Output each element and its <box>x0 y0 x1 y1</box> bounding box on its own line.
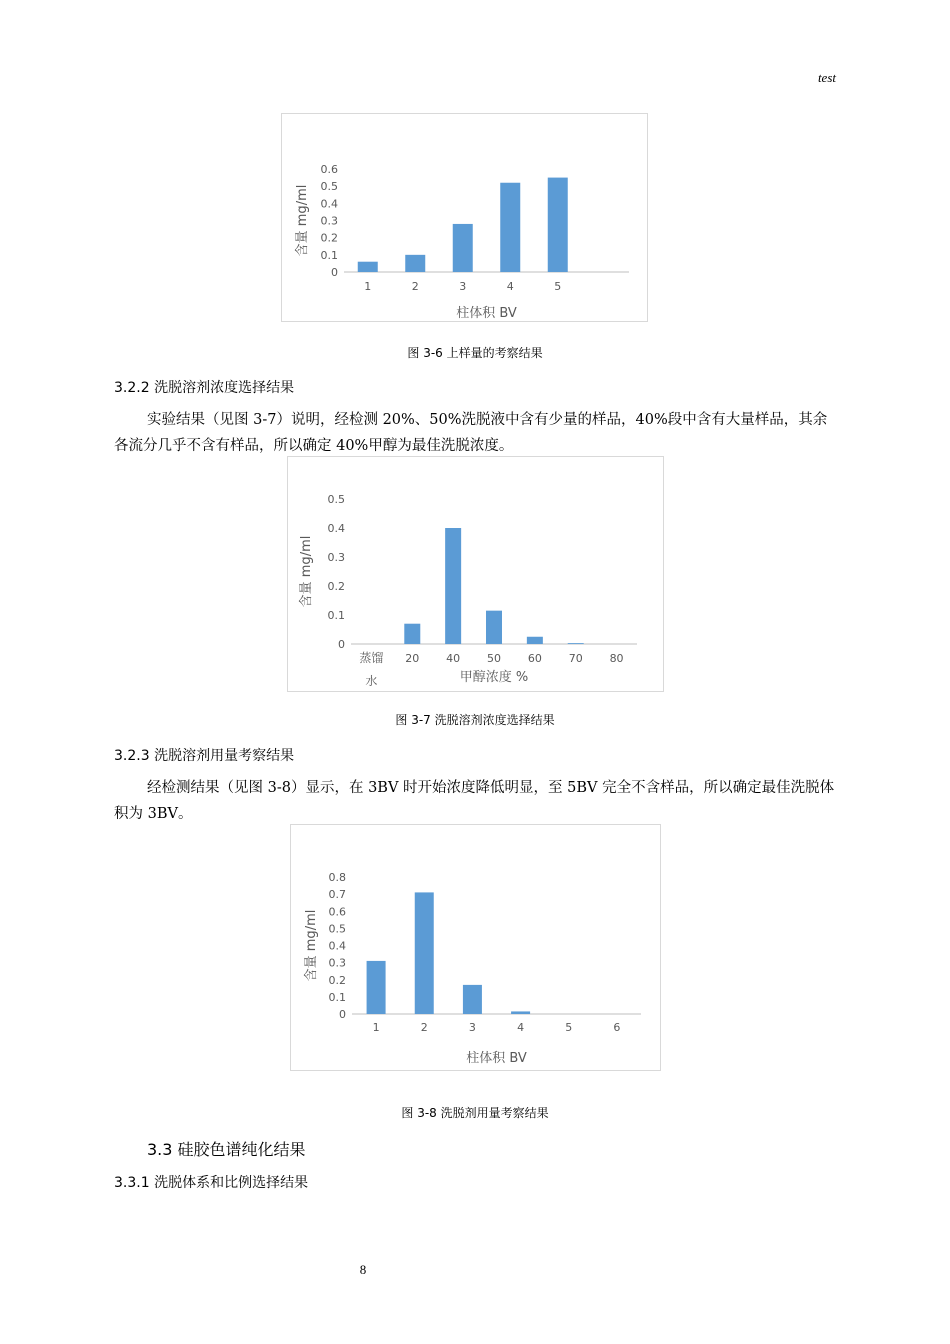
y-tick-label: 0 <box>338 638 345 651</box>
x-axis-title: 柱体积 BV <box>456 306 517 321</box>
x-tick-label: 1 <box>364 280 372 293</box>
y-tick-label: 0.5 <box>328 922 346 936</box>
figure-caption-3-8: 图 3-8 洗脱剂用量考察结果 <box>401 1106 549 1120</box>
bar <box>367 961 386 1014</box>
y-tick-label: 0.5 <box>320 180 338 194</box>
x-tick-label: 6 <box>613 1021 621 1034</box>
y-tick-label: 0.2 <box>327 580 345 593</box>
y-tick-label: 0 <box>331 266 338 279</box>
y-axis-title: 含量 mg/ml <box>295 184 310 257</box>
x-tick-label: 2 <box>420 1021 428 1034</box>
x-tick-label: 4 <box>517 1021 525 1034</box>
chart-3-7-svg <box>288 457 663 691</box>
y-tick-label: 0.7 <box>328 888 346 902</box>
x-tick-label: 5 <box>554 280 562 293</box>
x-axis-title: 柱体积 BV <box>466 1051 527 1066</box>
y-tick-label: 0.8 <box>328 871 346 884</box>
chart-3-6-svg <box>282 114 647 321</box>
y-tick-label: 0.3 <box>328 956 346 970</box>
page-header-text: test <box>817 70 836 85</box>
y-tick-label: 0.4 <box>320 197 338 211</box>
paragraph-3-2-2: 实验结果（见图 3-7）说明，经检测 20%、50%洗脱液中含有少量的样品，40%段中含有大量样品，其余各流分几乎不含有样品，所以确定 40%甲醇为最佳洗脱浓度。 <box>114 412 828 454</box>
y-tick-label: 0.3 <box>320 214 338 228</box>
x-tick-label: 50 <box>487 652 501 665</box>
y-tick-label: 0.3 <box>327 551 345 564</box>
x-axis-title: 甲醇浓度 % <box>459 670 529 685</box>
y-axis-title: 含量 mg/ml <box>299 535 314 608</box>
bar <box>548 178 568 272</box>
chart-3-6 <box>281 113 648 322</box>
x-tick-label: 1 <box>372 1021 380 1034</box>
x-tick-label: 3 <box>468 1021 476 1034</box>
bar <box>404 624 420 644</box>
x-tick-label: 60 <box>527 652 542 665</box>
y-tick-label: 0.2 <box>320 231 338 245</box>
bar <box>527 637 543 644</box>
figure-caption-3-6: 图 3-6 上样量的考察结果 <box>407 346 543 360</box>
bar <box>358 262 378 272</box>
x-tick-label-wrap: 水 <box>365 674 378 688</box>
x-tick-label: 蒸馏 <box>359 651 384 665</box>
bar <box>486 611 502 644</box>
bar <box>463 985 482 1014</box>
bar <box>405 255 425 272</box>
y-axis-title: 含量 mg/ml <box>304 909 319 982</box>
section-heading-3-2-2: 3.2.2 洗脱溶剂浓度选择结果 <box>114 380 295 396</box>
section-heading-3-2-3: 3.2.3 洗脱溶剂用量考察结果 <box>114 748 295 764</box>
figure-caption-3-7: 图 3-7 洗脱溶剂浓度选择结果 <box>395 713 555 727</box>
y-tick-label: 0.2 <box>328 973 346 987</box>
y-tick-label: 0.1 <box>328 990 346 1004</box>
y-tick-label: 0.4 <box>327 522 345 535</box>
x-tick-label: 80 <box>609 652 624 665</box>
x-tick-label: 20 <box>405 652 420 665</box>
x-tick-label: 5 <box>565 1021 573 1034</box>
page-number: 8 <box>359 1262 367 1277</box>
y-tick-label: 0.6 <box>328 905 346 919</box>
chart-3-8 <box>290 824 661 1071</box>
x-tick-label: 40 <box>446 652 461 665</box>
y-tick-label: 0.1 <box>327 609 345 622</box>
y-tick-label: 0.4 <box>328 939 346 953</box>
y-tick-label: 0.1 <box>320 248 338 262</box>
x-tick-label: 4 <box>506 280 514 293</box>
y-tick-label: 0 <box>339 1008 346 1021</box>
chart-3-7 <box>287 456 664 692</box>
y-tick-label: 0.6 <box>320 163 338 176</box>
section-heading-3-3-1: 3.3.1 洗脱体系和比例选择结果 <box>114 1175 309 1191</box>
bar <box>500 183 520 272</box>
paragraph-3-2-3: 经检测结果（见图 3-8）显示，在 3BV 时开始浓度降低明显，至 5BV 完全不含样品，所以确定最佳洗脱体积为 3BV。 <box>114 780 835 822</box>
x-tick-label: 70 <box>568 652 583 665</box>
bar <box>415 892 434 1014</box>
x-tick-label: 2 <box>411 280 419 293</box>
section-heading-3-3: 3.3 硅胶色谱纯化结果 <box>147 1140 306 1159</box>
bar <box>453 224 473 272</box>
x-tick-label: 3 <box>459 280 467 293</box>
chart-3-8-svg <box>291 825 660 1070</box>
bar <box>445 528 461 644</box>
bar <box>568 643 584 644</box>
bar <box>511 1011 530 1014</box>
y-tick-label: 0.5 <box>327 493 345 506</box>
